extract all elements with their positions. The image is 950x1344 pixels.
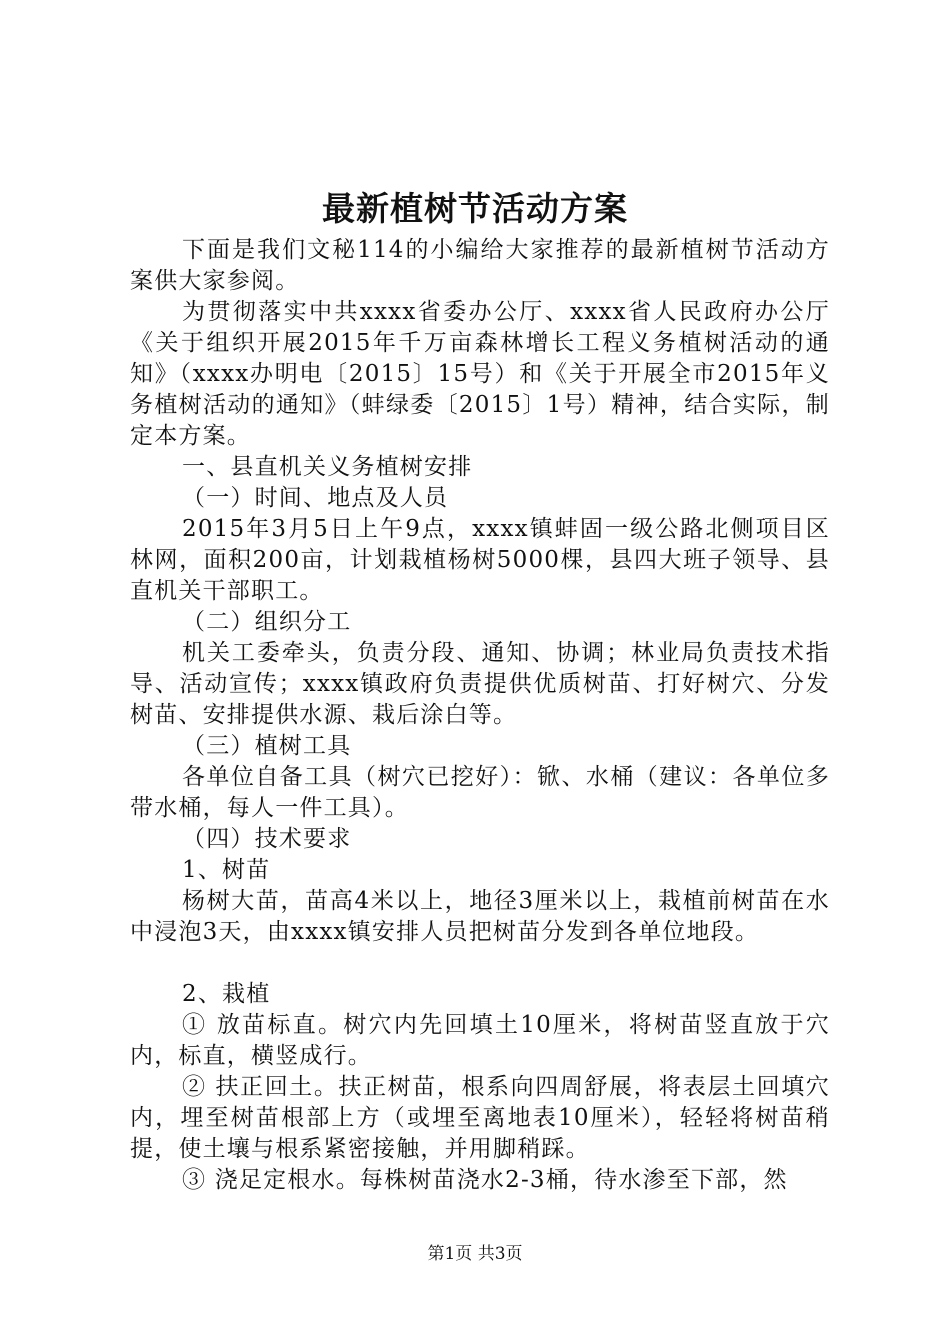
- item-heading: 1、树苗: [182, 857, 271, 883]
- subsection-heading: （三）植树工具: [182, 733, 352, 759]
- subsection-heading: （四）技术要求: [182, 826, 352, 852]
- subsection-heading: （二）组织分工: [182, 609, 352, 635]
- item-heading: 2、栽植: [182, 981, 271, 1007]
- body-paragraph: 各单位自备工具（树穴已挖好）：锨、水桶（建议：各单位多带水桶，每人一件工具）。: [130, 764, 830, 821]
- intro-paragraph: 下面是我们文秘114的小编给大家推荐的最新植树节活动方案供大家参阅。: [130, 237, 830, 294]
- step-paragraph: ② 扶正回土。扶正树苗，根系向四周舒展，将表层土回填穴内，埋至树苗根部上方（或埋至离地表10厘米），轻轻将树苗稍提，使土壤与根系紧密接触，并用脚稍踩。: [130, 1074, 830, 1162]
- step-paragraph: ① 放苗标直。树穴内先回填土10厘米，将树苗竖直放于穴内，标直，横竖成行。: [130, 1012, 830, 1069]
- body-paragraph: 机关工委牵头，负责分段、通知、协调；林业局负责技术指导、活动宣传；xxxx镇政府负责提供优质树苗、打好树穴、分发树苗、安排提供水源、栽后涂白等。: [130, 640, 830, 728]
- body-paragraph: 杨树大苗，苗高4米以上，地径3厘米以上，栽植前树苗在水中浸泡3天，由xxxx镇安排人员把树苗分发到各单位地段。: [130, 888, 830, 945]
- section-heading: 一、县直机关义务植树安排: [182, 454, 473, 480]
- body-paragraph: 2015年3月5日上午9点，xxxx镇蚌固一级公路北侧项目区林网，面积200亩，计划栽植杨树5000棵，县四大班子领导、县直机关干部职工。: [130, 516, 830, 604]
- document-title: 最新植树节活动方案: [322, 189, 628, 228]
- page-footer: 第1页 共3页: [427, 1244, 523, 1264]
- document-body: [130, 235, 830, 1196]
- purpose-paragraph: 为贯彻落实中共xxxx省委办公厅、xxxx省人民政府办公厅《关于组织开展2015年千万亩森林增长工程义务植树活动的通知》（xxxx办明电〔2015〕15号）和《关于开展全市2015年义务植树活动的通知》（蚌绿委〔2015〕1号）精神，结合实际，制定本方案。: [130, 299, 830, 449]
- subsection-heading: （一）时间、地点及人员: [182, 485, 449, 511]
- step-paragraph: ③ 浇足定根水。每株树苗浇水2-3桶，待水渗至下部，然: [182, 1167, 788, 1193]
